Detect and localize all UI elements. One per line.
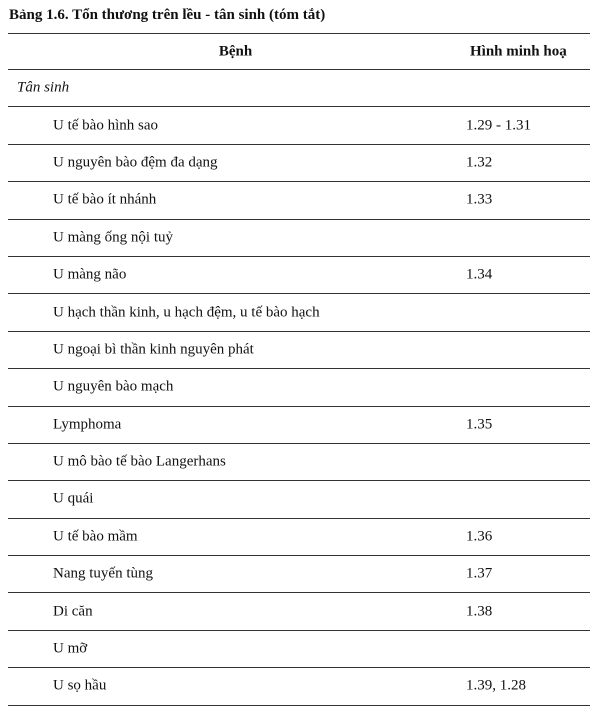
disease-name: U hạch thần kinh, u hạch đệm, u tế bào hạch bbox=[53, 304, 320, 321]
figure-ref: 1.38 bbox=[466, 603, 493, 620]
disease-table bbox=[8, 33, 590, 706]
table-row bbox=[8, 593, 590, 630]
disease-name: U quái bbox=[53, 490, 94, 507]
table-row bbox=[8, 220, 590, 257]
table-row bbox=[8, 631, 590, 668]
figure-ref: 1.29 - 1.31 bbox=[466, 117, 531, 134]
table-header-row bbox=[8, 33, 590, 70]
figure-ref: 1.36 bbox=[466, 528, 493, 545]
table-row bbox=[8, 257, 590, 294]
table-row bbox=[8, 145, 590, 182]
table-row bbox=[8, 444, 590, 481]
figure-ref: 1.37 bbox=[466, 565, 493, 582]
figure-ref: 1.34 bbox=[466, 266, 493, 283]
group-label: Tân sinh bbox=[17, 79, 70, 96]
figure-ref: 1.33 bbox=[466, 191, 493, 208]
disease-name: U mỡ bbox=[53, 640, 88, 657]
group-row bbox=[8, 70, 590, 107]
table-row bbox=[8, 668, 590, 705]
figure-ref: 1.32 bbox=[466, 154, 493, 171]
disease-name: U tế bào hình sao bbox=[53, 117, 158, 134]
table-row bbox=[8, 369, 590, 406]
disease-name: U nguyên bào mạch bbox=[53, 378, 174, 395]
disease-name: Lymphoma bbox=[53, 416, 122, 433]
table-row bbox=[8, 294, 590, 331]
disease-name: U màng não bbox=[53, 266, 127, 283]
table-caption: Bảng 1.6. Tổn thương trên lều - tân sinh (tóm tắt) bbox=[9, 7, 326, 23]
disease-name: U sọ hầu bbox=[53, 677, 107, 694]
table-row bbox=[8, 407, 590, 444]
disease-name: U tế bào mầm bbox=[53, 528, 138, 545]
disease-name: U nguyên bào đệm đa dạng bbox=[53, 154, 218, 171]
table-row bbox=[8, 107, 590, 144]
table-row bbox=[8, 182, 590, 219]
table-row bbox=[8, 556, 590, 593]
disease-name: U mô bào tế bào Langerhans bbox=[53, 453, 226, 470]
table-row bbox=[8, 481, 590, 518]
disease-name: Nang tuyến tùng bbox=[53, 565, 153, 582]
disease-name: U màng ống nội tuỷ bbox=[53, 229, 173, 246]
disease-name: U tế bào ít nhánh bbox=[53, 191, 157, 208]
figure-ref: 1.35 bbox=[466, 416, 493, 433]
disease-name: U ngoại bì thần kinh nguyên phát bbox=[53, 341, 254, 358]
table-row bbox=[8, 519, 590, 556]
figure-ref: 1.39, 1.28 bbox=[466, 677, 526, 694]
header-disease: Bệnh bbox=[218, 43, 253, 59]
disease-name: Di căn bbox=[53, 603, 93, 620]
header-figure: Hình minh hoạ bbox=[470, 43, 567, 59]
table-row bbox=[8, 332, 590, 369]
